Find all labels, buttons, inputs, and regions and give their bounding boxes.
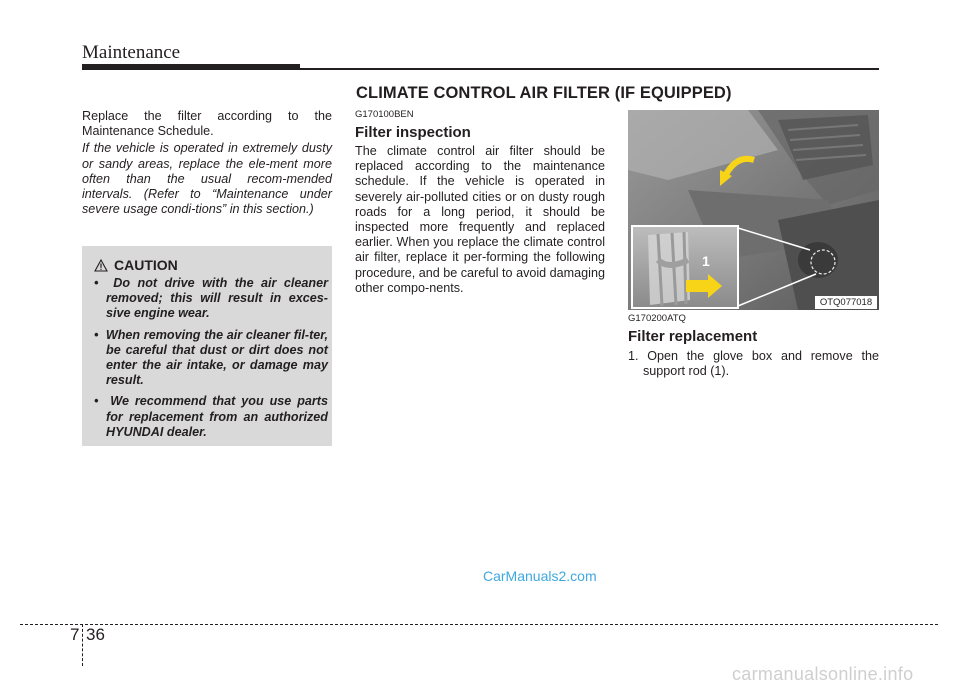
replacement-code: G170200ATQ	[628, 313, 686, 324]
replacement-steps	[628, 349, 879, 379]
filter-replacement-section	[628, 313, 879, 379]
caution-item-text: Do not drive with the air cleaner removed; this will result in exces-sive engine wear.	[106, 276, 328, 321]
footer-divider	[82, 624, 83, 666]
inspection-body: The climate control air filter should be replaced according to the maintenance schedule. If the vehicle is operated in severely air-polluted cities or on dusty rough roads for a long period, it should be inspected more frequently and replaced earlier. When you replace the climate control air filter, replace it per-forming the following procedure, and be careful to avoid damaging other compo-nents.	[355, 144, 605, 295]
severe-usage-note: If the vehicle is operated in extremely dusty or sandy areas, replace the ele-ment more often than the usual recom-mended intervals. (Refer to “Maintenance under severe usage condi-tions” in this section.)	[82, 141, 332, 217]
section-name: Maintenance	[82, 42, 181, 63]
caution-heading	[94, 257, 178, 273]
filter-inspection-section	[355, 109, 605, 296]
caution-item: • Do not drive with the air cleaner removed; this will result in exces-sive engine wear.	[94, 276, 328, 321]
site-logo[interactable]: carmanualsonline.info	[732, 664, 914, 684]
intro-paragraph: Replace the filter according to the Maintenance Schedule.	[82, 109, 332, 139]
caution-label: CAUTION	[114, 257, 178, 273]
header-rule-thick	[82, 64, 300, 70]
footer-rule	[20, 624, 938, 625]
caution-item: • When removing the air cleaner fil-ter, be careful that dust or dirt does not enter the air intake, or damage may result.	[94, 327, 328, 388]
intro-text	[82, 109, 332, 219]
inspection-code: G170100BEN	[355, 109, 414, 120]
caution-list	[88, 276, 328, 446]
watermark-link[interactable]: CarManuals2.com	[483, 568, 597, 584]
glove-box-illustration	[628, 110, 879, 310]
page-number: 36	[86, 625, 105, 644]
caution-item-text: We recommend that you use parts for replacement from an authorized HYUNDAI dealer.	[106, 394, 328, 439]
replacement-step: 1. Open the glove box and remove the support rod (1).	[628, 349, 879, 379]
chapter-number: 7	[70, 625, 80, 644]
inspection-heading: Filter inspection	[355, 124, 471, 141]
caution-item: • We recommend that you use parts for replacement from an authorized HYUNDAI dealer.	[94, 394, 328, 439]
glove-box-photo	[628, 110, 879, 310]
caution-item-text: When removing the air cleaner fil-ter, be careful that dust or dirt does not enter the air intake, or damage may result.	[105, 327, 328, 388]
page-title: CLIMATE CONTROL AIR FILTER (IF EQUIPPED)	[356, 84, 732, 102]
warning-triangle-icon	[94, 259, 108, 272]
replacement-heading: Filter replacement	[628, 328, 758, 345]
photo-reference-code: OTQ077018	[815, 296, 877, 309]
header-rule-thin	[300, 68, 879, 70]
photo-callout-number: 1	[702, 253, 710, 269]
